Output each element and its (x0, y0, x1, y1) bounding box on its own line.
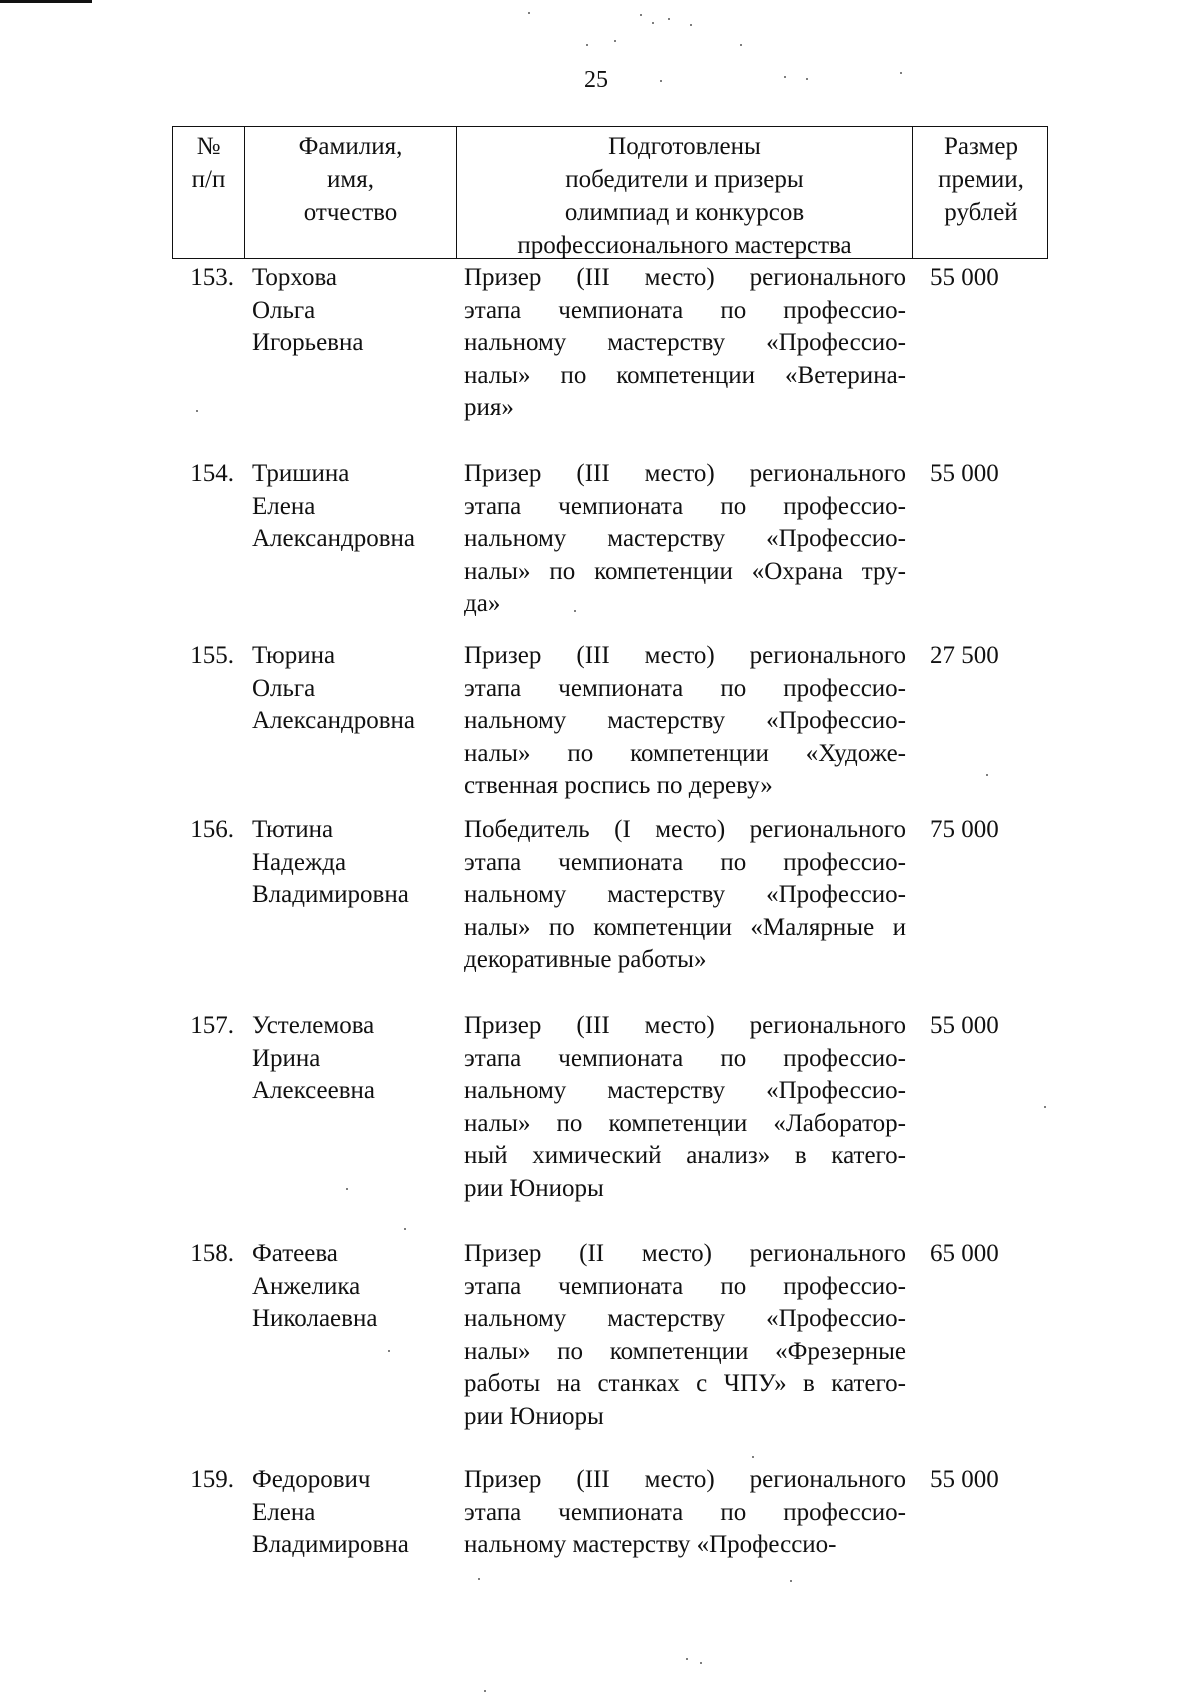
row-number: 159. (190, 1466, 234, 1493)
table-row (172, 458, 1048, 621)
row-name-part: Владимировна (252, 1531, 409, 1559)
row-name-part: Торхова (252, 264, 338, 291)
row-full-name (244, 814, 456, 977)
header-amount-line: премии, (938, 166, 1024, 193)
row-name-part: Александровна (252, 525, 416, 553)
header-name-line: Фамилия, (298, 133, 403, 160)
row-name-part: Тришина (252, 460, 350, 487)
header-num-line: № (196, 133, 221, 160)
row-achievement-line: нальному мастерству «Профессио- (464, 525, 906, 553)
row-full-name (244, 1464, 456, 1562)
row-achievement-line: ственная роспись по дереву» (464, 772, 773, 800)
header-amount-line: Размер (944, 133, 1018, 160)
row-achievement-line: Призер (III место) регионального (464, 1466, 906, 1493)
row-achievement-line: Призер (III место) регионального (464, 264, 906, 291)
row-achievement-line: нальному мастерству «Профессио- (464, 329, 906, 357)
scan-speck (196, 410, 198, 412)
row-full-name (244, 262, 456, 425)
row-achievement-line: этапа чемпионата по профессио- (464, 1272, 906, 1300)
table-header (172, 126, 1048, 259)
row-achievement-line: Победитель (I место) регионального (464, 816, 906, 843)
scan-speck (652, 22, 654, 24)
row-name-part: Тютина (252, 816, 334, 843)
table-row (172, 640, 1048, 803)
row-achievement-line: налы» по компетенции «Ветерина- (464, 361, 906, 389)
row-achievement (456, 262, 912, 425)
scan-speck (784, 76, 786, 78)
scan-speck (752, 1456, 754, 1458)
row-number: 158. (190, 1240, 234, 1267)
scan-speck (686, 1658, 688, 1660)
row-award-amount: 55 000 (930, 264, 999, 291)
row-name-part: Устелемова (252, 1012, 375, 1039)
row-name-part: Фатеева (252, 1240, 338, 1267)
row-number: 156. (190, 816, 234, 843)
row-name-part: Игорьевна (252, 329, 364, 357)
row-achievement-line: налы» по компетенции «Охрана тру- (464, 557, 906, 585)
row-achievement (456, 1238, 912, 1434)
header-num (173, 127, 245, 258)
row-achievement-line: Призер (III место) регионального (464, 460, 906, 487)
row-name-part: Ольга (252, 296, 316, 324)
header-num-line: п/п (191, 166, 226, 193)
row-achievement-line: да» (464, 590, 501, 618)
row-achievement-line: рия» (464, 394, 514, 422)
row-name-part: Алексеевна (252, 1077, 376, 1105)
row-name-part: Анжелика (252, 1272, 361, 1300)
scan-speck (690, 24, 692, 26)
row-full-name (244, 1010, 456, 1206)
header-prepared-line: Подготовлены (608, 133, 761, 160)
row-achievement (456, 1464, 912, 1562)
scan-speck (404, 1228, 406, 1230)
scan-speck (574, 610, 576, 612)
row-award-amount: 55 000 (930, 1012, 999, 1039)
scan-speck (790, 1580, 792, 1582)
row-achievement-line: Призер (II место) регионального (464, 1240, 906, 1267)
scan-speck (806, 78, 808, 80)
row-name-part: Александровна (252, 707, 416, 735)
scan-speck (900, 72, 902, 74)
row-achievement-line: Призер (III место) регионального (464, 642, 906, 669)
scan-speck (484, 1690, 486, 1692)
row-achievement-line: нальному мастерству «Профессио- (464, 1531, 837, 1559)
row-achievement-line: работы на станках с ЧПУ» в катего- (464, 1370, 906, 1398)
header-prepared-line: победители и призеры (565, 166, 804, 193)
row-achievement-line: нальному мастерству «Профессио- (464, 707, 906, 735)
row-name-part: Елена (252, 492, 316, 520)
scan-speck (586, 44, 588, 46)
row-name-part: Владимировна (252, 881, 409, 909)
scan-corner-mark (0, 0, 92, 3)
row-name-part: Елена (252, 1498, 316, 1526)
scan-speck (700, 1662, 702, 1664)
row-award-amount: 75 000 (930, 816, 999, 843)
scan-speck (614, 40, 616, 42)
scan-speck (986, 774, 988, 776)
row-number: 157. (190, 1012, 234, 1039)
row-full-name (244, 1238, 456, 1434)
row-achievement (456, 814, 912, 977)
row-name-part: Тюрина (252, 642, 336, 669)
row-achievement-line: рии Юниоры (464, 1174, 604, 1202)
row-achievement-line: этапа чемпионата по профессио- (464, 674, 906, 702)
table-row (172, 1464, 1048, 1562)
header-prepared-line: профессионального мастерства (517, 232, 852, 258)
row-award-amount: 27 500 (930, 642, 999, 669)
scan-speck (528, 12, 530, 14)
row-achievement-line: налы» по компетенции «Фрезерные (464, 1337, 906, 1365)
table-row (172, 1010, 1048, 1206)
row-achievement-line: этапа чемпионата по профессио- (464, 848, 906, 876)
row-number: 155. (190, 642, 234, 669)
header-prepared-line: олимпиад и конкурсов (564, 199, 805, 226)
row-achievement (456, 640, 912, 803)
header-name (245, 127, 457, 258)
row-achievement-line: Призер (III место) регионального (464, 1012, 906, 1039)
header-prepared (457, 127, 913, 258)
row-number: 153. (190, 264, 234, 291)
page-number-text: 25 (584, 67, 608, 93)
row-name-part: Николаевна (252, 1305, 378, 1333)
row-name-part: Федорович (252, 1466, 371, 1493)
table-row (172, 1238, 1048, 1434)
header-amount-line: рублей (944, 199, 1018, 226)
table-row (172, 262, 1048, 425)
scan-speck (1044, 1106, 1046, 1108)
row-achievement-line: рии Юниоры (464, 1402, 604, 1430)
row-full-name (244, 458, 456, 621)
row-name-part: Ольга (252, 674, 316, 702)
row-achievement-line: этапа чемпионата по профессио- (464, 296, 906, 324)
scan-speck (668, 18, 670, 20)
row-award-amount: 65 000 (930, 1240, 999, 1267)
row-achievement-line: нальному мастерству «Профессио- (464, 1077, 906, 1105)
header-amount (913, 127, 1049, 258)
scan-speck (388, 1350, 390, 1352)
page-number (0, 66, 1200, 94)
header-name-line: имя, (327, 166, 374, 193)
row-name-part: Ирина (252, 1044, 321, 1072)
scan-speck (346, 1188, 348, 1190)
scan-speck (640, 14, 642, 16)
scan-speck (478, 1578, 480, 1580)
row-achievement-line: этапа чемпионата по профессио- (464, 1044, 906, 1072)
row-full-name (244, 640, 456, 803)
header-name-line: отчество (303, 199, 398, 226)
row-achievement-line: налы» по компетенции «Художе- (464, 739, 906, 767)
row-achievement-line: этапа чемпионата по профессио- (464, 492, 906, 520)
row-achievement-line: налы» по компетенции «Лаборатор- (464, 1109, 906, 1137)
row-achievement (456, 458, 912, 621)
row-achievement-line: ный химический анализ» в катего- (464, 1142, 906, 1170)
row-achievement-line: налы» по компетенции «Малярные и (464, 913, 906, 941)
scan-speck (740, 44, 742, 46)
row-achievement-line: декоративные работы» (464, 946, 707, 974)
row-achievement (456, 1010, 912, 1206)
row-award-amount: 55 000 (930, 1466, 999, 1493)
table-row (172, 814, 1048, 977)
row-name-part: Надежда (252, 848, 347, 876)
row-number: 154. (190, 460, 234, 487)
row-award-amount: 55 000 (930, 460, 999, 487)
row-achievement-line: этапа чемпионата по профессио- (464, 1498, 906, 1526)
row-achievement-line: нальному мастерству «Профессио- (464, 1305, 906, 1333)
scan-speck (660, 80, 662, 82)
row-achievement-line: нальному мастерству «Профессио- (464, 881, 906, 909)
